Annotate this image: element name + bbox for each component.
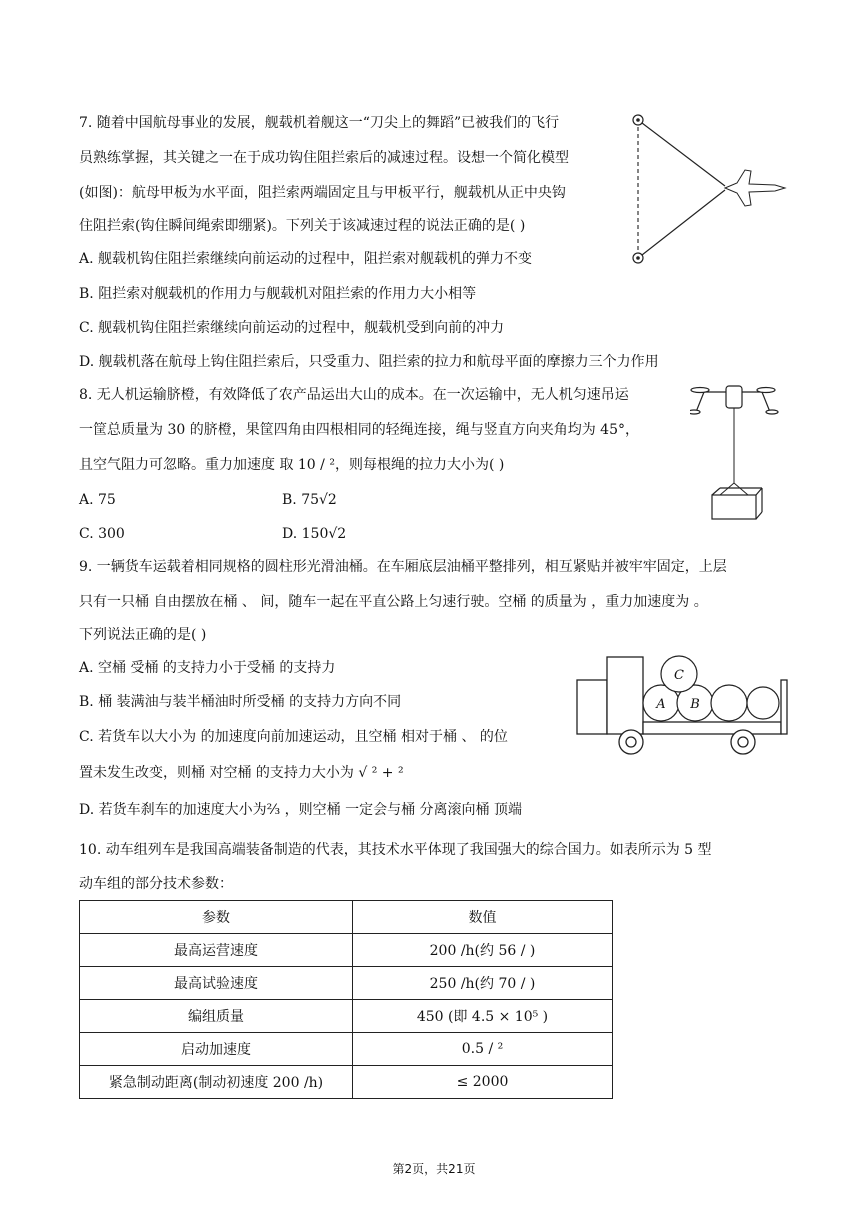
- table-cell: 250 /h(约 70 / ): [353, 967, 613, 1000]
- q9-stem-line-1: 9. 一辆货车运载着相同规格的圆柱形光滑油桶。在车厢底层油桶平整排列，相互紧贴并被牢牢固定，上层: [79, 559, 727, 575]
- q8-stem-line-1: 8. 无人机运输脐橙，有效降低了农产品运出大山的成本。在一次运输中，无人机匀速吊运: [79, 387, 629, 403]
- technical-parameters-table: [79, 900, 613, 1099]
- table-cell: 最高运营速度: [80, 934, 353, 967]
- q7-stem-line-1: 7. 随着中国航母事业的发展，舰载机着舰这一“刀尖上的舞蹈”已被我们的飞行: [79, 115, 560, 131]
- q7-option-b: B. 阻拦索对舰载机的作用力与舰载机对阻拦索的作用力大小相等: [79, 286, 477, 302]
- q8-option-b: B. 75√2: [282, 492, 337, 508]
- drum-label-a: A: [656, 697, 666, 712]
- q7-stem-line-3: (如图)：航母甲板为水平面，阻拦索两端固定且与甲板平行，舰载机从正中央钩: [79, 185, 566, 201]
- table-cell: 450 (即 4.5 × 10⁵ ): [353, 1000, 613, 1033]
- q10-stem-line-2: 动车组的部分技术参数：: [79, 876, 233, 892]
- q8-option-a: A. 75: [79, 492, 116, 508]
- q8-option-c: C. 300: [79, 526, 125, 542]
- table-row: [80, 1000, 613, 1033]
- q8-option-d: D. 150√2: [282, 526, 347, 542]
- table-header-value: 数值: [353, 901, 613, 934]
- q9-stem-line-3: 下列说法正确的是( ): [79, 627, 207, 643]
- q8-stem-line-2: 一筐总质量为 30 的脐橙，果筐四角由四根相同的轻绳连接，绳与竖直方向夹角均为 45°，: [79, 422, 639, 438]
- q9-option-d: D. 若货车刹车的加速度大小为⅔ ，则空桶 一定会与桶 分离滚向桶 顶端: [79, 802, 522, 818]
- fighter-jet-icon: [725, 170, 785, 206]
- truck-figure: [575, 652, 790, 762]
- q9-option-c-line-1: C. 若货车以大小为 的加速度向前加速运动，且空桶 相对于桶 、 的位: [79, 729, 508, 745]
- table-cell: ≤ 2000: [353, 1066, 613, 1099]
- q9-option-b: B. 桶 装满油与装半桶油时所受桶 的支持力方向不同: [79, 694, 402, 710]
- q7-option-d: D. 舰载机落在航母上钩住阻拦索后，只受重力、阻拦索的拉力和航母平面的摩擦力三个力作用: [79, 354, 659, 370]
- table-cell: 200 /h(约 56 / ): [353, 934, 613, 967]
- table-header-row: [80, 901, 613, 934]
- table-row: [80, 967, 613, 1000]
- drone-figure: [690, 378, 780, 523]
- drum-label-c: C: [674, 668, 684, 683]
- q10-stem-line-1: 10. 动车组列车是我国高端装备制造的代表，其技术水平体现了我国强大的综合国力。如表所示为 5 型: [79, 842, 712, 858]
- table-cell: 启动加速度: [80, 1033, 353, 1066]
- table-row: [80, 1033, 613, 1066]
- q7-stem-line-2: 员熟练掌握，其关键之一在于成功钩住阻拦索后的减速过程。设想一个简化模型: [79, 150, 569, 166]
- fruit-basket-icon: [712, 488, 762, 519]
- q9-option-a: A. 空桶 受桶 的支持力小于受桶 的支持力: [79, 660, 336, 676]
- table-cell: 0.5 / ²: [353, 1033, 613, 1066]
- arresting-cable-figure: [625, 108, 795, 268]
- table-cell: 编组质量: [80, 1000, 353, 1033]
- q9-stem-line-2: 只有一只桶 自由摆放在桶 、 间，随车一起在平直公路上匀速行驶。空桶 的质量为 ，重力加速度为 。: [79, 594, 708, 610]
- q8-stem-line-3: 且空气阻力可忽略。重力加速度 取 10 / ²，则每根绳的拉力大小为( ): [79, 457, 505, 473]
- table-cell: 最高试验速度: [80, 967, 353, 1000]
- table-header-param: 参数: [80, 901, 353, 934]
- q7-option-c: C. 舰载机钩住阻拦索继续向前运动的过程中，舰载机受到向前的冲力: [79, 320, 505, 336]
- table-row: [80, 1066, 613, 1099]
- page-footer: 第2页，共21页: [392, 1162, 476, 1176]
- table-cell: 紧急制动距离(制动初速度 200 /h): [80, 1066, 353, 1099]
- q7-option-a: A. 舰载机钩住阻拦索继续向前运动的过程中，阻拦索对舰载机的弹力不变: [79, 251, 533, 267]
- drum-label-b: B: [690, 697, 700, 712]
- q9-option-c-line-2: 置未发生改变，则桶 对空桶 的支持力大小为 √ ² + ²: [79, 765, 404, 781]
- q7-stem-line-4: 住阻拦索(钩住瞬间绳索即绷紧)。下列关于该减速过程的说法正确的是( ): [79, 218, 526, 234]
- table-row: [80, 934, 613, 967]
